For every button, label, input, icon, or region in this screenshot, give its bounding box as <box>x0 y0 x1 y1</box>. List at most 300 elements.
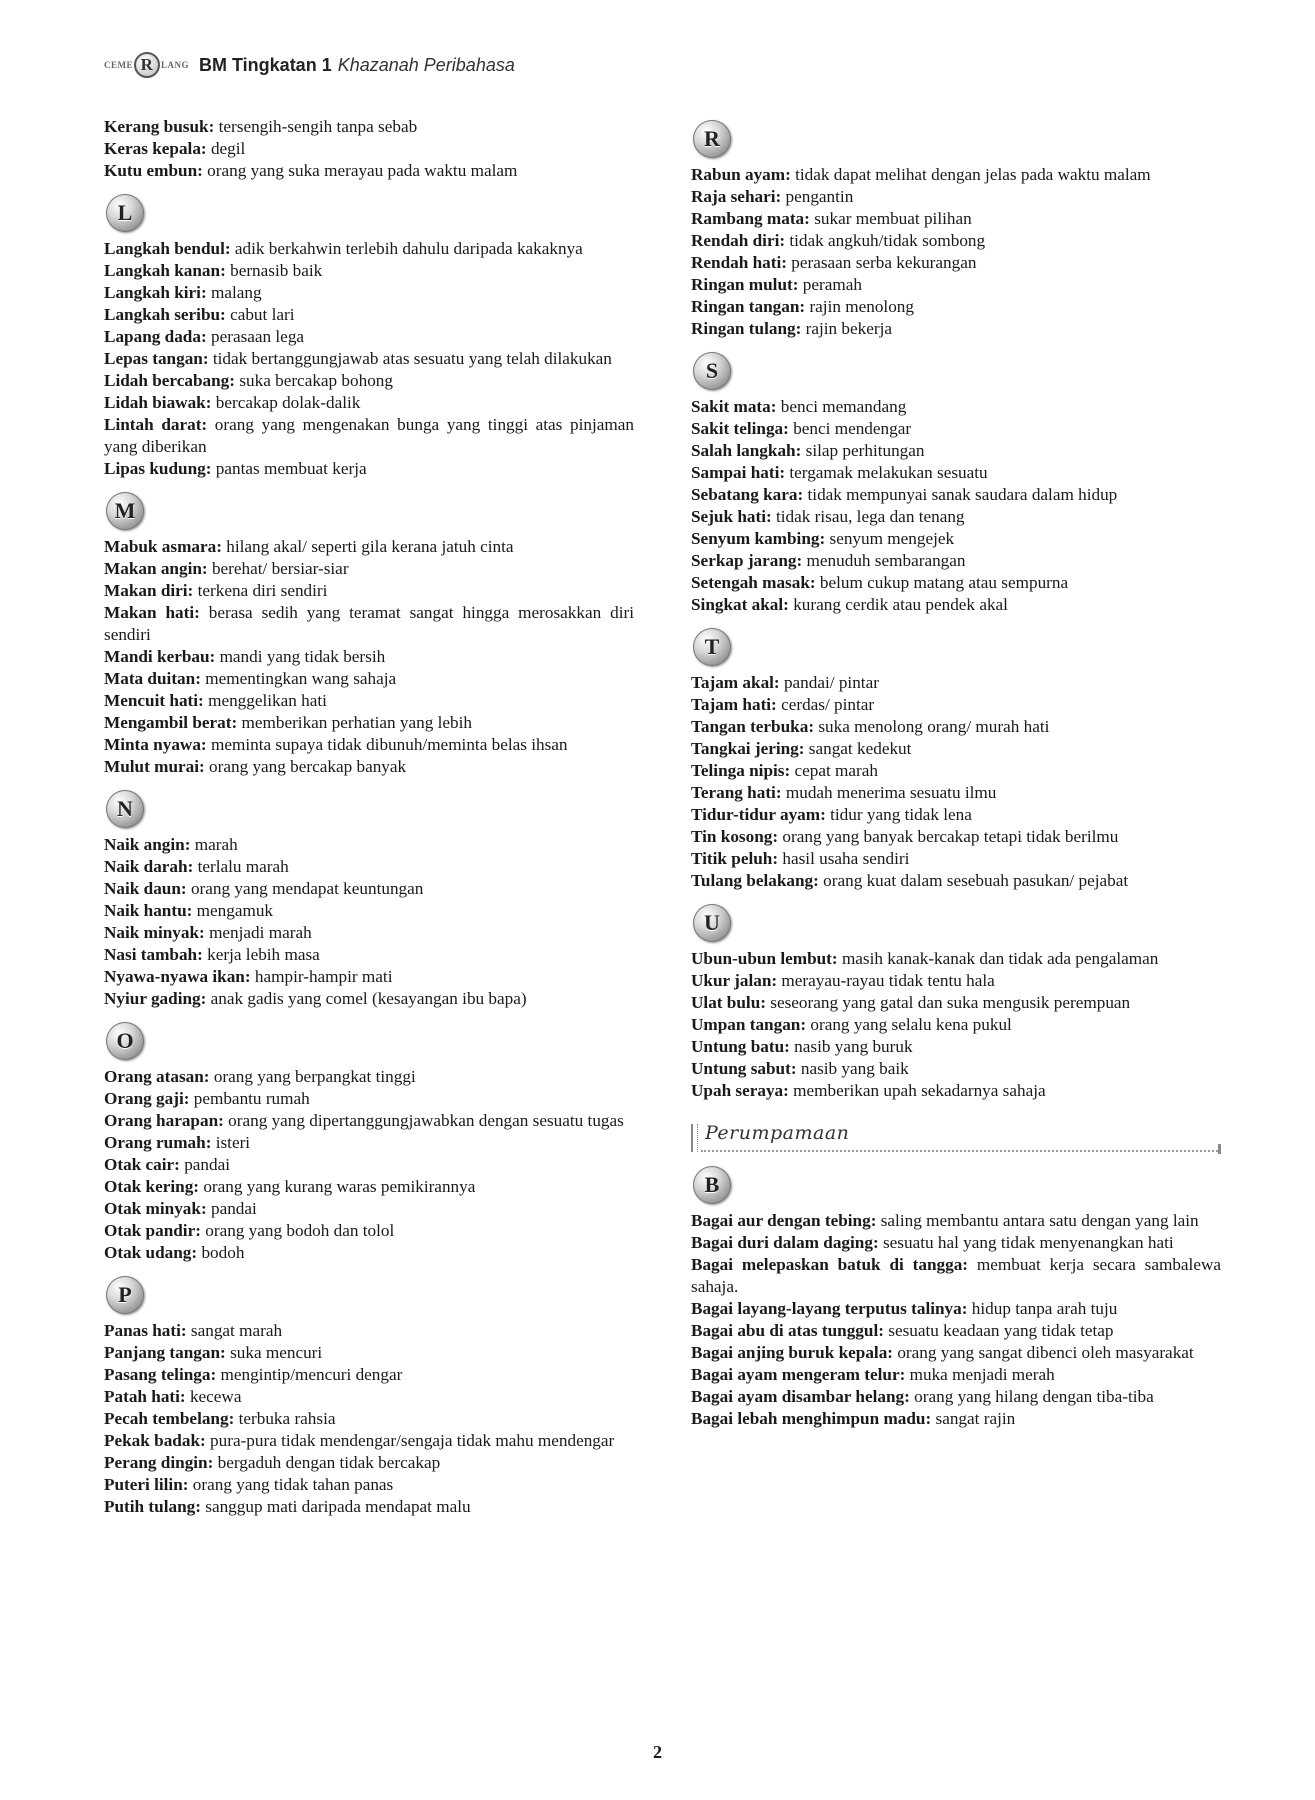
entry-term: Otak pandir: <box>104 1221 201 1240</box>
letter-badge-o: O <box>106 1022 144 1060</box>
entry-definition: perasaan lega <box>206 327 305 346</box>
entry-term: Umpan tangan: <box>691 1015 807 1034</box>
definition-entry <box>691 992 1221 1014</box>
entry-definition: sesuatu keadaan yang tidak tetap <box>883 1321 1114 1340</box>
entry-definition: orang yang suka merayau pada waktu malam <box>202 161 518 180</box>
definition-entry <box>691 1298 1221 1320</box>
list-t <box>691 672 1221 892</box>
entry-definition: tidak angkuh/tidak sombong <box>785 231 986 250</box>
definition-entry <box>104 1320 634 1342</box>
entry-term: Mata duitan: <box>104 669 201 688</box>
entry-definition: senyum mengejek <box>825 529 955 548</box>
entry-term: Rambang mata: <box>691 209 810 228</box>
definition-entry <box>691 1232 1221 1254</box>
entry-term: Makan angin: <box>104 559 208 578</box>
entry-term: Lapang dada: <box>104 327 207 346</box>
entry-term: Langkah kiri: <box>104 283 207 302</box>
definition-entry <box>104 1176 634 1198</box>
definition-entry <box>691 870 1221 892</box>
entry-definition: sesuatu hal yang tidak menyenangkan hati <box>878 1233 1174 1252</box>
entry-definition: suka bercakap bohong <box>235 371 393 390</box>
entry-term: Tidur-tidur ayam: <box>691 805 826 824</box>
section-heading-bar <box>691 1124 698 1152</box>
definition-entry <box>104 1474 634 1496</box>
entry-term: Lipas kudung: <box>104 459 212 478</box>
definition-entry <box>691 738 1221 760</box>
entry-definition: orang yang kurang waras pemikirannya <box>199 1177 476 1196</box>
definition-entry <box>691 1364 1221 1386</box>
definition-entry <box>104 348 634 370</box>
entry-definition: bercakap dolak-dalik <box>211 393 361 412</box>
entry-term: Pecah tembelang: <box>104 1409 235 1428</box>
entry-term: Mencuit hati: <box>104 691 204 710</box>
entry-definition: bergaduh dengan tidak bercakap <box>213 1453 441 1472</box>
entry-term: Langkah kanan: <box>104 261 226 280</box>
definition-entry <box>104 712 634 734</box>
list-u <box>691 948 1221 1102</box>
entry-definition: tersengih-sengih tanpa sebab <box>214 117 418 136</box>
entry-definition: rajin bekerja <box>801 319 892 338</box>
entry-definition: belum cukup matang atau sempurna <box>815 573 1069 592</box>
entry-term: Puteri lilin: <box>104 1475 189 1494</box>
letter-badge-b: B <box>693 1166 731 1204</box>
entry-definition: memberikan upah sekadarnya sahaja <box>788 1081 1046 1100</box>
entry-term: Pekak badak: <box>104 1431 206 1450</box>
entry-definition: orang yang mengenakan bunga yang tinggi atas pinjaman yang diberikan <box>104 415 634 456</box>
definition-entry <box>104 304 634 326</box>
entry-term: Sakit mata: <box>691 397 777 416</box>
entry-definition: berehat/ bersiar-siar <box>207 559 349 578</box>
entry-definition: nasib yang buruk <box>789 1037 913 1056</box>
definition-entry <box>104 1408 634 1430</box>
definition-entry <box>104 536 634 558</box>
entry-definition: benci memandang <box>776 397 907 416</box>
entry-term: Langkah seribu: <box>104 305 226 324</box>
entry-term: Naik darah: <box>104 857 194 876</box>
definition-entry <box>691 1342 1221 1364</box>
definition-entry <box>104 834 634 856</box>
entry-definition: cabut lari <box>225 305 295 324</box>
entry-term: Sampai hati: <box>691 463 786 482</box>
entry-definition: suka menolong orang/ murah hati <box>814 717 1050 736</box>
entry-term: Bagai lebah menghimpun madu: <box>691 1409 932 1428</box>
entry-term: Ukur jalan: <box>691 971 778 990</box>
entry-definition: tidak bertanggungjawab atas sesuatu yang telah dilakukan <box>208 349 612 368</box>
definition-entry <box>691 1408 1221 1430</box>
definition-entry <box>691 572 1221 594</box>
definition-entry <box>104 1386 634 1408</box>
entry-definition: tidak mempunyai sanak saudara dalam hidup <box>803 485 1118 504</box>
section-heading-perumpamaan <box>691 1120 1221 1154</box>
definition-entry <box>691 716 1221 738</box>
entry-term: Naik minyak: <box>104 923 205 942</box>
entry-term: Otak kering: <box>104 1177 200 1196</box>
entry-term: Nyawa-nyawa ikan: <box>104 967 251 986</box>
entry-term: Orang atasan: <box>104 1067 210 1086</box>
entry-definition: adik berkahwin terlebih dahulu daripada kakaknya <box>230 239 583 258</box>
definition-entry <box>104 602 634 646</box>
entry-term: Titik peluh: <box>691 849 779 868</box>
entry-definition: mudah menerima sesuatu ilmu <box>781 783 997 802</box>
entry-term: Kutu embun: <box>104 161 203 180</box>
definition-entry <box>104 458 634 480</box>
entry-definition: mengintip/mencuri dengar <box>216 1365 403 1384</box>
definition-entry <box>691 318 1221 340</box>
letter-badge-t: T <box>693 628 731 666</box>
definition-entry <box>104 138 634 160</box>
entry-definition: cepat marah <box>790 761 878 780</box>
entry-term: Lidah bercabang: <box>104 371 236 390</box>
entry-term: Lidah biawak: <box>104 393 212 412</box>
entry-definition: tidak risau, lega dan tenang <box>771 507 965 526</box>
definition-entry <box>691 274 1221 296</box>
entry-term: Sakit telinga: <box>691 419 789 438</box>
entry-term: Senyum kambing: <box>691 529 826 548</box>
definition-entry <box>104 756 634 778</box>
logo-right-text: LANG <box>161 60 190 70</box>
definition-entry <box>691 1036 1221 1058</box>
entry-term: Serkap jarang: <box>691 551 803 570</box>
entry-term: Ringan mulut: <box>691 275 799 294</box>
entry-definition: menuduh sembarangan <box>802 551 966 570</box>
definition-entry <box>691 164 1221 186</box>
definition-entry <box>691 440 1221 462</box>
definition-entry <box>691 1014 1221 1036</box>
entry-term: Rendah diri: <box>691 231 786 250</box>
entry-definition: berasa sedih yang teramat sangat hingga merosakkan diri sendiri <box>104 603 634 644</box>
definition-entry <box>691 970 1221 992</box>
logo-mid-letter: R <box>134 52 160 78</box>
definition-entry <box>104 1220 634 1242</box>
definition-entry <box>104 370 634 392</box>
definition-entry <box>104 668 634 690</box>
entry-definition: anak gadis yang comel (kesayangan ibu bapa) <box>206 989 527 1008</box>
definition-entry <box>104 1430 634 1452</box>
entry-term: Sejuk hati: <box>691 507 772 526</box>
entry-term: Singkat akal: <box>691 595 789 614</box>
entry-definition: pengantin <box>781 187 854 206</box>
entry-term: Makan hati: <box>104 603 200 622</box>
header-title: BM Tingkatan 1 <box>199 54 332 75</box>
entry-definition: pembantu rumah <box>189 1089 310 1108</box>
entry-definition: tergamak melakukan sesuatu <box>785 463 988 482</box>
definition-entry <box>104 966 634 988</box>
definition-entry <box>691 694 1221 716</box>
definition-entry <box>104 282 634 304</box>
definition-entry <box>691 1254 1221 1298</box>
entry-definition: kurang cerdik atau pendek akal <box>788 595 1008 614</box>
entry-definition: orang yang hilang dengan tiba-tiba <box>909 1387 1154 1406</box>
definition-entry <box>691 296 1221 318</box>
entry-term: Nasi tambah: <box>104 945 203 964</box>
definition-entry <box>104 1088 634 1110</box>
entry-definition: pandai <box>206 1199 257 1218</box>
entry-term: Bagai ayam mengeram telur: <box>691 1365 906 1384</box>
section-heading-title: Perumpamaan <box>705 1122 850 1144</box>
entry-term: Bagai abu di atas tunggul: <box>691 1321 884 1340</box>
entry-term: Nyiur gading: <box>104 989 207 1008</box>
letter-badge-r: R <box>693 120 731 158</box>
entry-definition: sanggup mati daripada mendapat malu <box>200 1497 471 1516</box>
entry-definition: rajin menolong <box>805 297 914 316</box>
entry-term: Mabuk asmara: <box>104 537 222 556</box>
entry-term: Upah seraya: <box>691 1081 789 1100</box>
entry-term: Kerang busuk: <box>104 117 215 136</box>
entry-definition: cerdas/ pintar <box>776 695 875 714</box>
entry-term: Otak cair: <box>104 1155 180 1174</box>
right-column <box>691 84 1221 1430</box>
definition-entry <box>691 550 1221 572</box>
page-number: 2 <box>653 1742 662 1762</box>
list-k <box>104 116 634 182</box>
entry-definition: orang yang bercakap banyak <box>204 757 407 776</box>
entry-term: Tangan terbuka: <box>691 717 815 736</box>
entry-term: Naik angin: <box>104 835 191 854</box>
entry-definition: orang yang bodoh dan tolol <box>200 1221 395 1240</box>
entry-term: Mandi kerbau: <box>104 647 216 666</box>
entry-definition: pandai/ pintar <box>779 673 879 692</box>
entry-term: Bagai anjing buruk kepala: <box>691 1343 894 1362</box>
entry-term: Tajam akal: <box>691 673 780 692</box>
entry-definition: orang yang selalu kena pukul <box>806 1015 1012 1034</box>
definition-entry <box>691 418 1221 440</box>
definition-entry <box>691 462 1221 484</box>
definition-entry <box>104 1452 634 1474</box>
entry-term: Ringan tulang: <box>691 319 802 338</box>
definition-entry <box>691 804 1221 826</box>
entry-definition: hampir-hampir mati <box>250 967 393 986</box>
letter-badge-l: L <box>106 194 144 232</box>
entry-definition: hidup tanpa arah tuju <box>967 1299 1118 1318</box>
entry-term: Bagai ayam disambar helang: <box>691 1387 910 1406</box>
definition-entry <box>104 856 634 878</box>
definition-entry <box>691 848 1221 870</box>
entry-term: Ubun-ubun lembut: <box>691 949 838 968</box>
definition-entry <box>104 878 634 900</box>
definition-entry <box>104 734 634 756</box>
definition-entry <box>691 1080 1221 1102</box>
entry-term: Lepas tangan: <box>104 349 209 368</box>
entry-term: Naik daun: <box>104 879 187 898</box>
definition-entry <box>104 1132 634 1154</box>
entry-definition: muka menjadi merah <box>905 1365 1055 1384</box>
header-subtitle: Khazanah Peribahasa <box>337 54 515 75</box>
entry-definition: orang yang mendapat keuntungan <box>186 879 424 898</box>
entry-term: Panjang tangan: <box>104 1343 226 1362</box>
entry-definition: suka mencuri <box>225 1343 323 1362</box>
entry-definition: bodoh <box>197 1243 245 1262</box>
list-b <box>691 1210 1221 1430</box>
entry-definition: pura-pura tidak mendengar/sengaja tidak mahu mendengar <box>205 1431 615 1450</box>
entry-term: Tajam hati: <box>691 695 777 714</box>
entry-term: Ringan tangan: <box>691 297 806 316</box>
entry-definition: isteri <box>211 1133 251 1152</box>
entry-definition: menggelikan hati <box>203 691 327 710</box>
entry-term: Bagai aur dengan tebing: <box>691 1211 877 1230</box>
definition-entry <box>104 558 634 580</box>
letter-badge-u: U <box>693 904 731 942</box>
letter-badge-m: M <box>106 492 144 530</box>
entry-definition: terkena diri sendiri <box>193 581 328 600</box>
entry-term: Mengambil berat: <box>104 713 238 732</box>
definition-entry <box>104 1242 634 1264</box>
definition-entry <box>691 230 1221 252</box>
entry-term: Patah hati: <box>104 1387 186 1406</box>
definition-entry <box>104 1198 634 1220</box>
entry-definition: malang <box>206 283 262 302</box>
definition-entry <box>691 1320 1221 1342</box>
entry-definition: kecewa <box>185 1387 242 1406</box>
entry-definition: orang yang dipertanggungjawabkan dengan sesuatu tugas <box>223 1111 624 1130</box>
definition-entry <box>691 252 1221 274</box>
letter-badge-n: N <box>106 790 144 828</box>
entry-term: Putih tulang: <box>104 1497 201 1516</box>
entry-definition: peramah <box>798 275 862 294</box>
entry-term: Untung sabut: <box>691 1059 797 1078</box>
definition-entry <box>104 1066 634 1088</box>
definition-entry <box>104 326 634 348</box>
entry-term: Minta nyawa: <box>104 735 207 754</box>
letter-badge-s: S <box>693 352 731 390</box>
entry-term: Otak udang: <box>104 1243 198 1262</box>
logo-left-text: CEME <box>104 60 133 70</box>
definition-entry <box>691 484 1221 506</box>
list-l <box>104 238 634 480</box>
entry-definition: terlalu marah <box>193 857 289 876</box>
definition-entry <box>104 1110 634 1132</box>
entry-term: Orang gaji: <box>104 1089 190 1108</box>
entry-definition: merayau-rayau tidak tentu hala <box>777 971 995 990</box>
entry-definition: mengamuk <box>192 901 274 920</box>
entry-definition: seseorang yang gatal dan suka mengusik perempuan <box>765 993 1131 1012</box>
definition-entry <box>104 900 634 922</box>
entry-definition: sangat kedekut <box>804 739 912 758</box>
entry-term: Raja sehari: <box>691 187 782 206</box>
entry-definition: orang yang berpangkat tinggi <box>209 1067 416 1086</box>
entry-definition: masih kanak-kanak dan tidak ada pengalaman <box>837 949 1159 968</box>
left-column <box>104 116 634 1518</box>
definition-entry <box>104 414 634 458</box>
entry-term: Telinga nipis: <box>691 761 791 780</box>
entry-term: Perang dingin: <box>104 1453 214 1472</box>
entry-term: Naik hantu: <box>104 901 193 920</box>
entry-definition: marah <box>190 835 238 854</box>
entry-term: Makan diri: <box>104 581 194 600</box>
entry-definition: orang yang sangat dibenci oleh masyarakat <box>893 1343 1194 1362</box>
definition-entry <box>691 528 1221 550</box>
entry-definition: menjadi marah <box>204 923 312 942</box>
definition-entry <box>104 1154 634 1176</box>
definition-entry <box>104 238 634 260</box>
entry-definition: hilang akal/ seperti gila kerana jatuh cinta <box>221 537 514 556</box>
definition-entry <box>104 116 634 138</box>
entry-definition: silap perhitungan <box>801 441 925 460</box>
entry-definition: sangat rajin <box>931 1409 1016 1428</box>
entry-term: Tangkai jering: <box>691 739 805 758</box>
definition-entry <box>691 782 1221 804</box>
entry-term: Tulang belakang: <box>691 871 819 890</box>
entry-definition: benci mendengar <box>788 419 912 438</box>
entry-definition: pandai <box>179 1155 231 1174</box>
definition-entry <box>104 944 634 966</box>
entry-term: Lintah darat: <box>104 415 208 434</box>
entry-definition: membuat kerja secara sambalewa sahaja. <box>691 1255 1221 1296</box>
entry-definition: hasil usaha sendiri <box>778 849 910 868</box>
entry-definition: mandi yang tidak bersih <box>215 647 386 666</box>
definition-entry <box>691 186 1221 208</box>
list-o <box>104 1066 634 1264</box>
list-m <box>104 536 634 778</box>
entry-term: Otak minyak: <box>104 1199 207 1218</box>
definition-entry <box>691 826 1221 848</box>
definition-entry <box>691 1058 1221 1080</box>
entry-definition: orang yang banyak bercakap tetapi tidak berilmu <box>778 827 1119 846</box>
entry-term: Bagai layang-layang terputus talinya: <box>691 1299 968 1318</box>
definition-entry <box>104 988 634 1010</box>
definition-entry <box>104 260 634 282</box>
entry-definition: sukar membuat pilihan <box>809 209 972 228</box>
definition-entry <box>104 646 634 668</box>
entry-term: Panas hati: <box>104 1321 187 1340</box>
entry-term: Tin kosong: <box>691 827 779 846</box>
entry-definition: degil <box>206 139 246 158</box>
definition-entry <box>691 396 1221 418</box>
definition-entry <box>104 690 634 712</box>
entry-definition: tidak dapat melihat dengan jelas pada waktu malam <box>790 165 1151 184</box>
entry-definition: mementingkan wang sahaja <box>200 669 397 688</box>
entry-definition: tidur yang tidak lena <box>825 805 972 824</box>
entry-definition: bernasib baik <box>225 261 323 280</box>
entry-term: Orang rumah: <box>104 1133 212 1152</box>
entry-term: Rendah hati: <box>691 253 787 272</box>
entry-term: Mulut murai: <box>104 757 205 776</box>
entry-definition: pantas membuat kerja <box>211 459 367 478</box>
entry-definition: meminta supaya tidak dibunuh/meminta belas ihsan <box>206 735 568 754</box>
definition-entry <box>691 760 1221 782</box>
entry-term: Orang harapan: <box>104 1111 224 1130</box>
definition-entry <box>691 208 1221 230</box>
definition-entry <box>104 1342 634 1364</box>
entry-definition: saling membantu antara satu dengan yang lain <box>876 1211 1199 1230</box>
entry-term: Bagai melepaskan batuk di tangga: <box>691 1255 969 1274</box>
entry-definition: perasaan serba kekurangan <box>786 253 977 272</box>
list-p <box>104 1320 634 1518</box>
entry-term: Pasang telinga: <box>104 1365 217 1384</box>
definition-entry <box>691 672 1221 694</box>
definition-entry <box>104 392 634 414</box>
entry-term: Setengah masak: <box>691 573 816 592</box>
definition-entry <box>691 594 1221 616</box>
brand-logo <box>104 52 189 78</box>
list-r <box>691 164 1221 340</box>
definition-entry <box>104 922 634 944</box>
entry-definition: kerja lebih masa <box>202 945 320 964</box>
definition-entry <box>104 1364 634 1386</box>
letter-badge-p: P <box>106 1276 144 1314</box>
entry-definition: terbuka rahsia <box>234 1409 336 1428</box>
entry-term: Keras kepala: <box>104 139 207 158</box>
entry-definition: memberikan perhatian yang lebih <box>237 713 472 732</box>
definition-entry <box>104 580 634 602</box>
entry-term: Terang hati: <box>691 783 782 802</box>
section-heading-rule <box>701 1150 1221 1152</box>
definition-entry <box>691 1386 1221 1408</box>
definition-entry <box>691 506 1221 528</box>
entry-definition: orang kuat dalam sesebuah pasukan/ pejabat <box>818 871 1129 890</box>
entry-term: Salah langkah: <box>691 441 802 460</box>
definition-entry <box>691 1210 1221 1232</box>
definition-entry <box>104 1496 634 1518</box>
